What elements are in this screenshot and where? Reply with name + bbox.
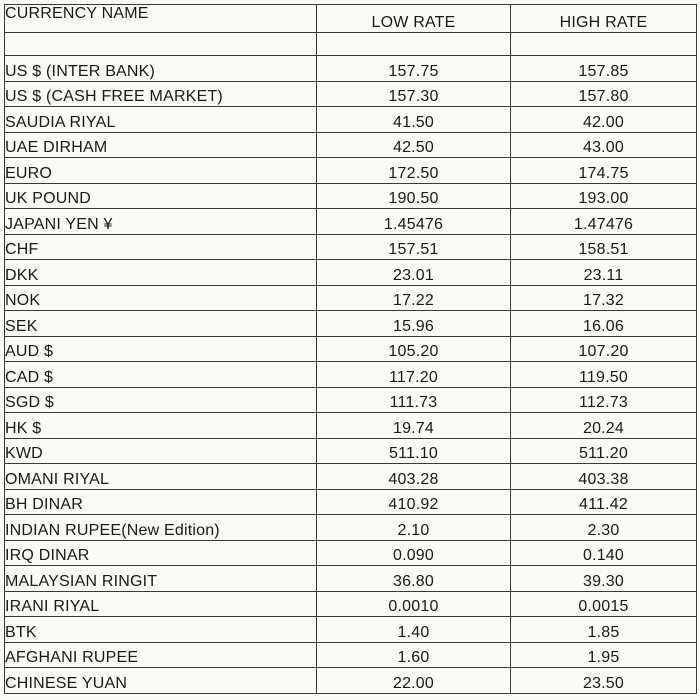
low-rate-cell: 0.0010: [317, 591, 511, 617]
low-rate-cell: 42.50: [317, 132, 511, 158]
low-rate-cell: 410.92: [317, 489, 511, 515]
high-rate-cell: 1.85: [511, 617, 697, 643]
table-row: [5, 387, 697, 413]
high-rate-cell: 157.85: [511, 56, 697, 82]
table-row: [5, 81, 697, 107]
high-rate-cell: 511.20: [511, 438, 697, 464]
high-rate-cell: 39.30: [511, 566, 697, 592]
high-rate-cell: 158.51: [511, 234, 697, 260]
table-row: [5, 642, 697, 668]
currency-name-cell: BH DINAR: [5, 489, 317, 515]
high-rate-cell: 403.38: [511, 464, 697, 490]
table-row: [5, 285, 697, 311]
currency-name-cell: UAE DIRHAM: [5, 132, 317, 158]
high-rate-cell: 119.50: [511, 362, 697, 388]
high-rate-cell: 16.06: [511, 311, 697, 337]
high-rate-cell: 23.11: [511, 260, 697, 286]
currency-name-cell: SGD $: [5, 387, 317, 413]
blank-row: [5, 33, 697, 56]
table-row: [5, 515, 697, 541]
header-low-rate: LOW RATE: [317, 5, 511, 33]
currency-name-cell: CHF: [5, 234, 317, 260]
low-rate-cell: 36.80: [317, 566, 511, 592]
high-rate-cell: 42.00: [511, 107, 697, 133]
low-rate-cell: 117.20: [317, 362, 511, 388]
currency-name-cell: AUD $: [5, 336, 317, 362]
high-rate-cell: 1.95: [511, 642, 697, 668]
high-rate-cell: 193.00: [511, 183, 697, 209]
table-row: [5, 56, 697, 82]
low-rate-cell: 172.50: [317, 158, 511, 184]
currency-name-cell: DKK: [5, 260, 317, 286]
high-rate-cell: 0.0015: [511, 591, 697, 617]
low-rate-cell: 23.01: [317, 260, 511, 286]
high-rate-cell: 411.42: [511, 489, 697, 515]
table-row: [5, 617, 697, 643]
currency-name-cell: INDIAN RUPEE(New Edition): [5, 515, 317, 541]
blank-cell: [5, 33, 317, 56]
low-rate-cell: 1.40: [317, 617, 511, 643]
table-row: [5, 311, 697, 337]
table-row: [5, 566, 697, 592]
table-row: [5, 158, 697, 184]
currency-name-cell: NOK: [5, 285, 317, 311]
high-rate-cell: 107.20: [511, 336, 697, 362]
low-rate-cell: 1.60: [317, 642, 511, 668]
table-row: [5, 362, 697, 388]
currency-name-cell: SAUDIA RIYAL: [5, 107, 317, 133]
table-row: [5, 183, 697, 209]
header-currency-name: CURRENCY NAME: [5, 5, 317, 33]
high-rate-cell: 157.80: [511, 81, 697, 107]
table-row: [5, 234, 697, 260]
currency-name-cell: UK POUND: [5, 183, 317, 209]
currency-rates-table: [4, 4, 697, 694]
currency-name-cell: SEK: [5, 311, 317, 337]
low-rate-cell: 157.75: [317, 56, 511, 82]
high-rate-cell: 43.00: [511, 132, 697, 158]
currency-name-cell: AFGHANI RUPEE: [5, 642, 317, 668]
low-rate-cell: 17.22: [317, 285, 511, 311]
table-row: [5, 132, 697, 158]
header-high-rate: HIGH RATE: [511, 5, 697, 33]
table-row: [5, 464, 697, 490]
low-rate-cell: 1.45476: [317, 209, 511, 235]
currency-name-cell: CHINESE YUAN: [5, 668, 317, 694]
low-rate-cell: 41.50: [317, 107, 511, 133]
table-row: [5, 260, 697, 286]
table-row: [5, 107, 697, 133]
low-rate-cell: 511.10: [317, 438, 511, 464]
low-rate-cell: 0.090: [317, 540, 511, 566]
low-rate-cell: 111.73: [317, 387, 511, 413]
table-body: [5, 33, 697, 694]
low-rate-cell: 403.28: [317, 464, 511, 490]
high-rate-cell: 2.30: [511, 515, 697, 541]
low-rate-cell: 15.96: [317, 311, 511, 337]
currency-name-cell: HK $: [5, 413, 317, 439]
high-rate-cell: 0.140: [511, 540, 697, 566]
low-rate-cell: 157.51: [317, 234, 511, 260]
header-row: [5, 5, 697, 33]
table-row: [5, 438, 697, 464]
currency-name-cell: IRANI RIYAL: [5, 591, 317, 617]
high-rate-cell: 174.75: [511, 158, 697, 184]
blank-cell: [317, 33, 511, 56]
low-rate-cell: 2.10: [317, 515, 511, 541]
currency-name-cell: US $ (INTER BANK): [5, 56, 317, 82]
currency-name-cell: JAPANI YEN ¥: [5, 209, 317, 235]
table-row: [5, 413, 697, 439]
table-row: [5, 209, 697, 235]
table-row: [5, 489, 697, 515]
currency-name-cell: EURO: [5, 158, 317, 184]
blank-cell: [511, 33, 697, 56]
currency-name-cell: MALAYSIAN RINGIT: [5, 566, 317, 592]
currency-name-cell: IRQ DINAR: [5, 540, 317, 566]
low-rate-cell: 190.50: [317, 183, 511, 209]
table-row: [5, 336, 697, 362]
low-rate-cell: 105.20: [317, 336, 511, 362]
high-rate-cell: 112.73: [511, 387, 697, 413]
currency-name-cell: KWD: [5, 438, 317, 464]
table-row: [5, 591, 697, 617]
low-rate-cell: 22.00: [317, 668, 511, 694]
high-rate-cell: 23.50: [511, 668, 697, 694]
high-rate-cell: 1.47476: [511, 209, 697, 235]
high-rate-cell: 20.24: [511, 413, 697, 439]
currency-name-cell: BTK: [5, 617, 317, 643]
currency-name-cell: CAD $: [5, 362, 317, 388]
table-row: [5, 668, 697, 694]
low-rate-cell: 157.30: [317, 81, 511, 107]
high-rate-cell: 17.32: [511, 285, 697, 311]
table-row: [5, 540, 697, 566]
low-rate-cell: 19.74: [317, 413, 511, 439]
currency-name-cell: US $ (CASH FREE MARKET): [5, 81, 317, 107]
currency-name-cell: OMANI RIYAL: [5, 464, 317, 490]
